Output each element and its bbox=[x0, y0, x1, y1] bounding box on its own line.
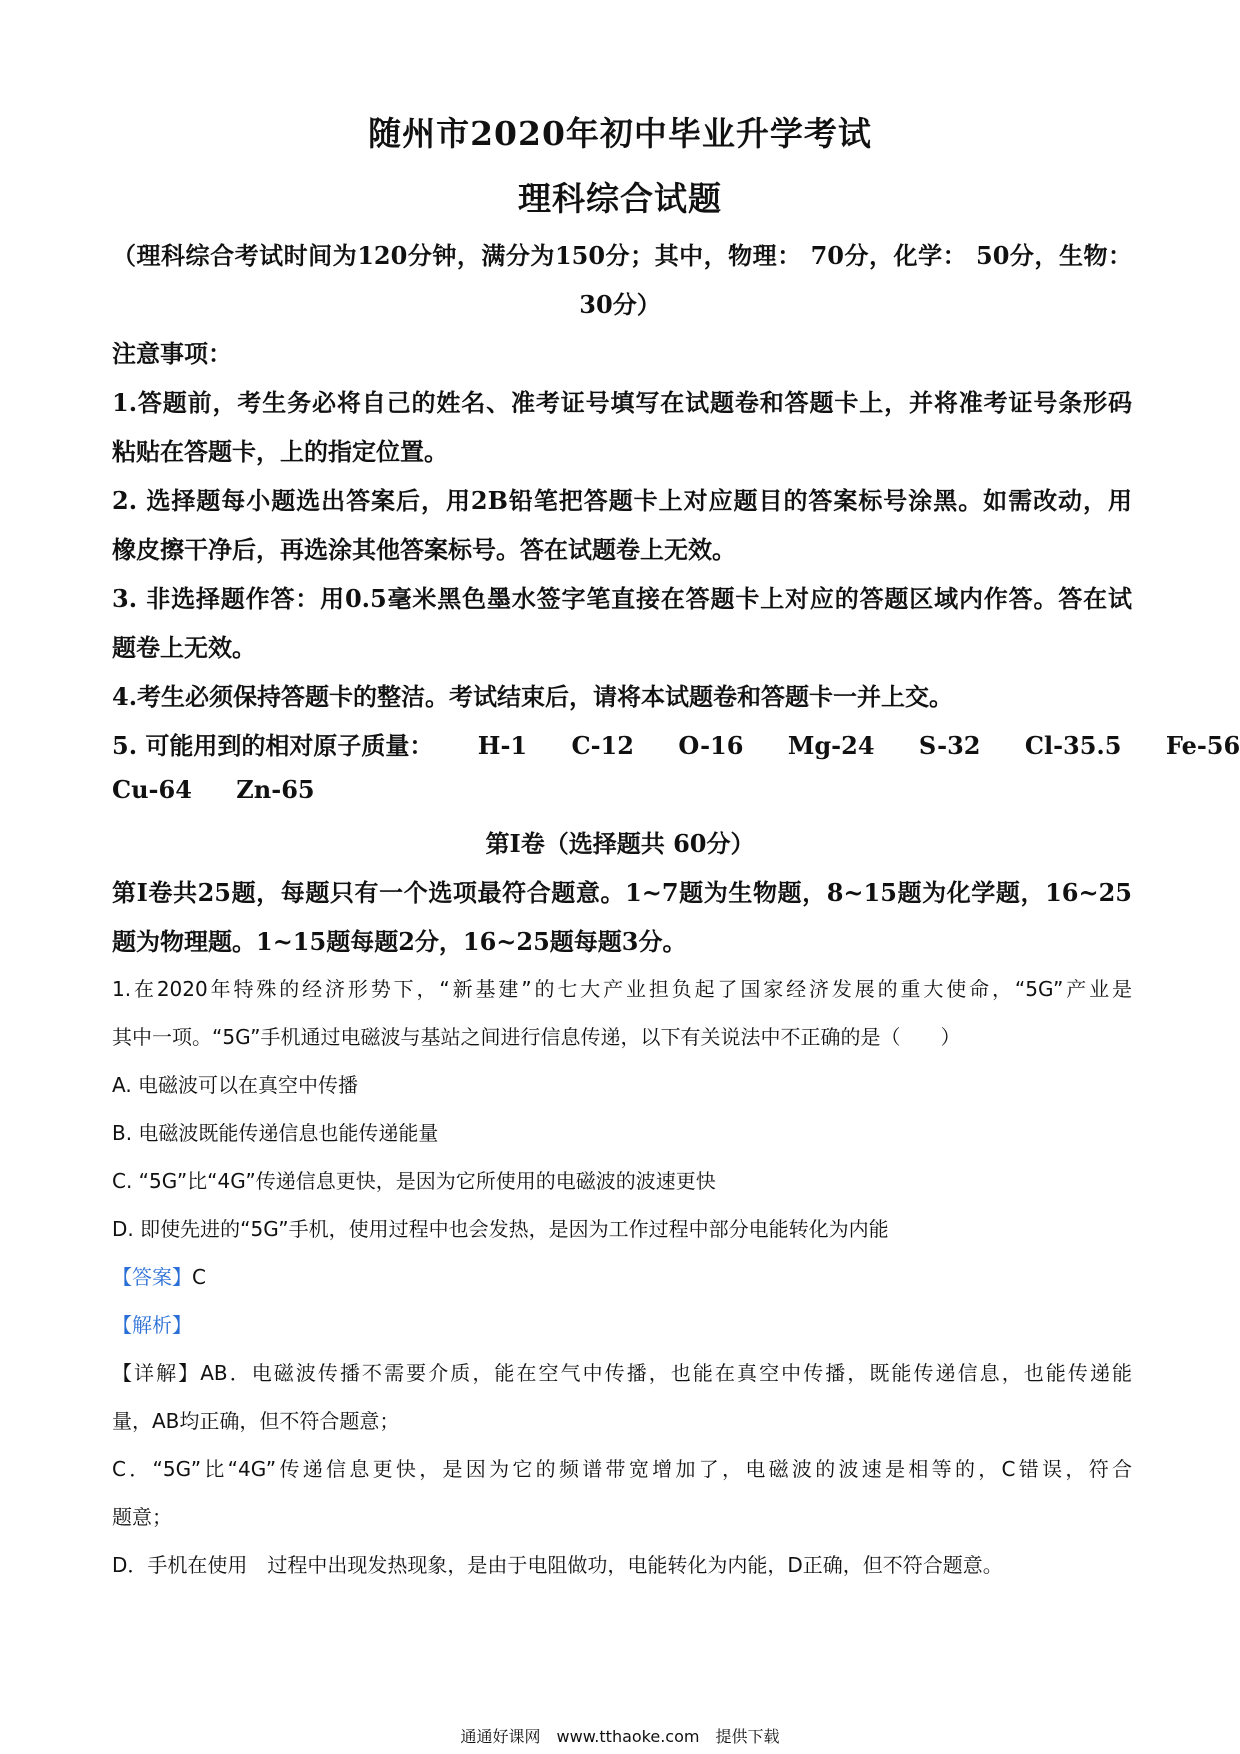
mass-c: C-12 bbox=[571, 731, 634, 760]
mass-zn: Zn-65 bbox=[236, 775, 315, 804]
exam-info-line1: （理科综合考试时间为120分钟，满分为150分；其中，物理： 70分，化学： 50分，生物： bbox=[112, 241, 1132, 270]
page-footer: 通通好课网 www.tthaoke.com 提供下载 bbox=[460, 1727, 780, 1746]
mass-h: H-1 bbox=[477, 731, 528, 760]
mass-mg: Mg-24 bbox=[787, 731, 875, 760]
q1-detail-c-line1: C．“5G”比“4G”传递信息更快，是因为它的频谱带宽增加了，电磁波的波速是相等的，C错误，符合 bbox=[112, 1457, 1132, 1481]
notice-item2-line2: 橡皮擦干净后，再选涂其他答案标号。答在试题卷上无效。 bbox=[112, 535, 736, 564]
exam-subtitle: 理科综合试题 bbox=[518, 179, 722, 218]
q1-detail-d: D．手机在使用 过程中出现发热现象，是由于电阻做功，电能转化为内能，D正确，但不符合题意。 bbox=[112, 1553, 1003, 1577]
item5-label: 5. 可能用到的相对原子质量： bbox=[112, 731, 434, 760]
section-title: 第I卷（选择题共 60分） bbox=[485, 829, 755, 858]
notice-item3-line2: 题卷上无效。 bbox=[112, 633, 256, 662]
q1-option-c: C. “5G”比“4G”传递信息更快，是因为它所使用的电磁波的波速更快 bbox=[112, 1169, 716, 1193]
q1-detail-ab-line2: 量，AB均正确，但不符合题意； bbox=[112, 1409, 400, 1433]
section-desc-line2: 题为物理题。1~15题每题2分，16~25题每题3分。 bbox=[112, 927, 687, 956]
notice-heading: 注意事项： bbox=[112, 339, 232, 368]
detail-ab-text: AB．电磁波传播不需要介质，能在空气中传播，也能在真空中传播，既能传递信息，也能传递能 bbox=[200, 1361, 1132, 1385]
notice-item1-line2: 粘贴在答题卡，上的指定位置。 bbox=[112, 437, 448, 466]
exam-title: 随州市2020年初中毕业升学考试 bbox=[368, 114, 872, 153]
answer-value: C bbox=[192, 1265, 206, 1289]
mass-cl: Cl-35.5 bbox=[1024, 731, 1122, 760]
q1-analysis-label: 【解析】 bbox=[112, 1313, 192, 1337]
q1-option-a: A. 电磁波可以在真空中传播 bbox=[112, 1073, 359, 1097]
mass-s: S-32 bbox=[918, 731, 981, 760]
notice-item5-row2 bbox=[112, 775, 1132, 804]
mass-cu: Cu-64 bbox=[112, 775, 192, 804]
notice-item3-line1: 3. 非选择题作答：用0.5毫米黑色墨水签字笔直接在答题卡上对应的答题区域内作答。答在试 bbox=[112, 584, 1132, 613]
mass-o: O-16 bbox=[678, 731, 744, 760]
notice-item1-line1: 1.答题前，考生务必将自己的姓名、准考证号填写在试题卷和答题卡上，并将准考证号条形码 bbox=[112, 388, 1132, 417]
q1-stem-line2: 其中一项。“5G”手机通过电磁波与基站之间进行信息传递，以下有关说法中不正确的是（ ） bbox=[112, 1025, 961, 1049]
notice-item2-line1: 2. 选择题每小题选出答案后，用2B铅笔把答题卡上对应题目的答案标号涂黑。如需改动，用 bbox=[112, 486, 1132, 515]
q1-answer bbox=[112, 1261, 1132, 1290]
notice-item4: 4.考生必须保持答题卡的整洁。考试结束后，请将本试题卷和答题卡一并上交。 bbox=[112, 682, 954, 711]
q1-stem-line1: 1.在2020年特殊的经济形势下，“新基建”的七大产业担负起了国家经济发展的重大使命，“5G”产业是 bbox=[112, 977, 1132, 1001]
q1-option-b: B. 电磁波既能传递信息也能传递能量 bbox=[112, 1121, 439, 1145]
q1-detail-ab-line1 bbox=[112, 1357, 1132, 1386]
exam-info-line2: 30分） bbox=[579, 290, 661, 319]
section-desc-line1: 第I卷共25题，每题只有一个选项最符合题意。1~7题为生物题，8~15题为化学题，16~25 bbox=[112, 878, 1132, 907]
mass-fe: Fe-56 bbox=[1165, 731, 1240, 760]
q1-detail-c-line2: 题意； bbox=[112, 1505, 172, 1529]
detail-label: 【详解】 bbox=[112, 1361, 201, 1385]
q1-option-d: D. 即使先进的“5G”手机，使用过程中也会发热，是因为工作过程中部分电能转化为内能 bbox=[112, 1217, 889, 1241]
notice-item5-row1 bbox=[112, 726, 1240, 761]
answer-label: 【答案】 bbox=[112, 1265, 192, 1289]
